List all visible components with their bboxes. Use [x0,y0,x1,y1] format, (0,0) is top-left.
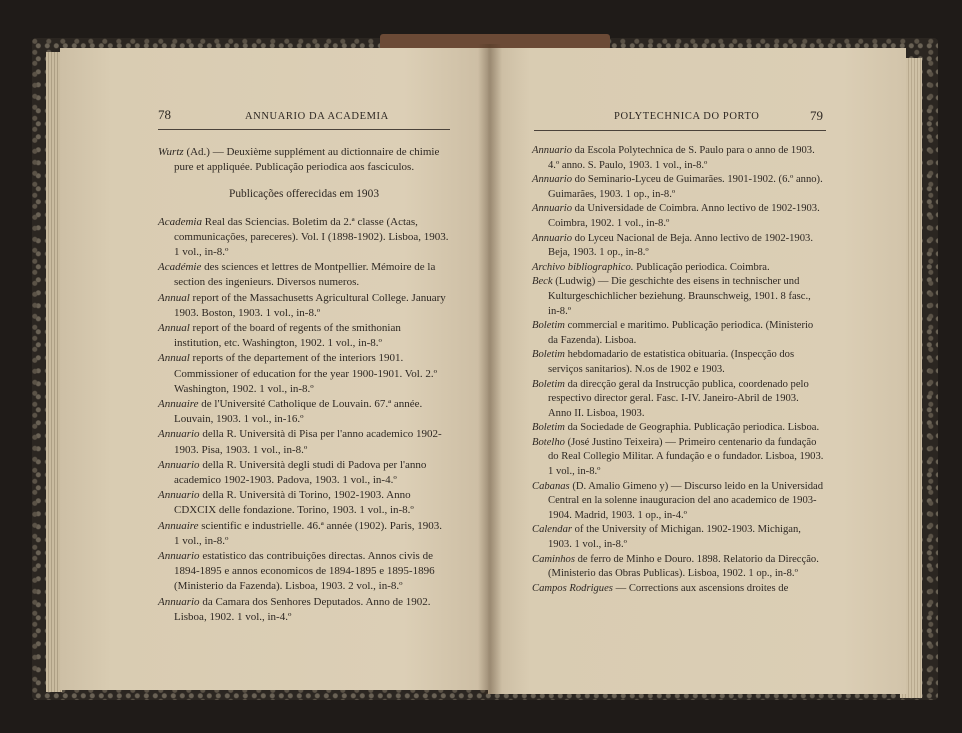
entry-text: reports of the departement of the interiors 1901. Commissioner of education for the year 1900-1901. Vol. 2.º Washington, 1902. 1 vol., in-8.º [174,352,437,395]
entry-text: hebdomadario de estatistica obituaria. (Inspecção dos serviços sanitarios). N.os de 1902 e 1903. [548,349,795,375]
bibliography-entry [158,291,450,321]
right-running-header: POLYTECHNICA DO PORTO [614,111,760,122]
bibliography-entry [158,397,450,427]
bibliography-entry [532,523,824,552]
entry-text: (José Justino Teixeira) — Primeiro centenario da fundação do Real Collegio Militar. A fundação e o fundador. Lisboa, 1903. 1 vol., in-8.º [548,436,824,478]
entry-keyword: Beck [532,276,553,288]
entry-keyword: Boletim [532,320,565,332]
bibliography-entry [158,595,450,625]
bibliography-entry [532,421,824,436]
entry-text: des sciences et lettres de Montpellier. Mémoire de la section des ingenieurs. Diversos numeros. [174,261,436,289]
bibliography-entry [158,488,450,518]
bibliography-entry [532,480,824,524]
entry-keyword: Annual [158,352,190,365]
bibliography-entry [532,173,824,202]
bibliography-entry [532,261,824,276]
entry-keyword: Campos Rodrigues [532,582,613,594]
entry-keyword: Annuario [532,145,573,156]
entry-keyword: Archivo bibliographico. [532,261,634,273]
entry-keyword: Boletim [532,378,565,390]
entry-text: do Lyceu Nacional de Beja. Anno lectivo de 1902-1903. Beja, 1903. 1 op., in-8.º [548,232,813,259]
bibliography-entry [158,351,450,397]
entry-text: de ferro de Minho e Douro. 1898. Relatorio da Direcção. (Ministerio das Obras Publicas). Lisboa, 1902. 1 op., in-8.º [548,553,819,580]
bibliography-entry [158,215,450,261]
section-title: Publicações offerecidas em 1903 [228,188,380,201]
bibliography-entry [158,519,450,549]
entry-text: report of the Massachusetts Agricultural College. January 1903. Boston, 1903. 1 vol., in-8.º [174,291,446,319]
entry-text: da Escola Polytechnica de S. Paulo para o anno de 1903. 4.º anno. S. Paulo, 1903. 1 vol., in-8.º [548,145,815,171]
left-page-number: 78 [158,107,171,122]
entry-keyword: Annuaire [158,398,199,411]
entry-text: report of the board of regents of the smithonian institution, etc. Washington, 1902. 1 vol., in-8.º [174,322,401,350]
bibliography-entry [158,549,450,595]
entry-text: Publicação periodica. Coimbra. [633,261,770,273]
entry-keyword: Cabanas [532,480,570,492]
bibliography-entry [532,202,824,231]
bibliography-entry [158,427,450,457]
entry-text: (D. Amalio Gimeno y) — Discurso leido en la Universidad Central en la solenne inauguracion del ano academico de 1903-1904. Madrid, 1903. 1 op., in-4.º [548,480,824,521]
entry-text: — Corrections aux ascensions droites de [612,582,789,594]
bibliography-entry [532,319,824,348]
bibliography-entry [532,144,824,173]
entry-keyword: Annuaire [158,519,199,532]
entry-text: da direcção geral da Instrucção publica, coordenado pelo respectivo director geral. Fasc. I-IV. Janeiro-Abril de 1903. Anno II. Lisboa, 1903. [548,378,809,419]
entry-text: da Sociedade de Geographia. Publicação periodica. Lisboa. [564,422,820,434]
entry-text: of the University of Michigan. 1902-1903. Michigan, 1903. 1 vol., in-8.º [548,524,801,551]
bibliography-entry [532,232,824,261]
right-entry-list [532,144,824,596]
right-header-rule [534,130,826,131]
entry-keyword: Académie [158,261,202,274]
entry-keyword: Annuario [158,428,200,441]
bibliography-entry [532,582,824,597]
entry-keyword: Annuario [158,595,200,608]
bibliography-entry [532,348,824,377]
bibliography-entry [532,275,824,319]
entry-text: da Universidade de Coimbra. Anno lectivo de 1902-1903. Coimbra, 1902. 1 vol., in-8.º [548,203,820,229]
entry-text: do Seminario-Lyceu de Guimarães. 1901-1902. (6.º anno). Guimarães, 1903. 1 op., in-8.º [548,174,823,200]
entry-keyword: Botelho [532,436,565,448]
top-entry [158,145,450,175]
entry-keyword: Annual [158,291,190,304]
bibliography-entry [532,378,824,422]
entry-keyword: Annuario [532,232,573,244]
entry-keyword: Annuario [532,203,573,215]
entry-text: commercial e maritimo. Publicação periodica. (Ministerio da Fazenda). Lisboa. [548,320,814,346]
entry-text: della R. Università degli studi di Padova per l'anno academico 1902-1903. Padova, 1903. 1 vol., in-4.º [174,458,427,487]
bibliography-entry [532,553,824,582]
entry-keyword: Boletim [532,422,565,434]
entry-text: scientific e industrielle. 46.ª année (1902). Paris, 1903. 1 vol., in-8.º [174,519,442,547]
entry-keyword: Annuario [158,550,200,563]
entry-text: da Camara dos Senhores Deputados. Anno de 1902. Lisboa, 1902. 1 vol., in-4.º [174,595,431,623]
entry-text: della R. Università di Pisa per l'anno academico 1902-1903. Pisa, 1903. 1 vol., in-8.º [174,428,442,456]
entry-text: (Ludwig) — Die geschichte des eisens in technischer und Kulturgeschichlicher beziehung. Braunschweig, 1901. 8 fasc., in-8.º [548,276,811,317]
bibliography-entry [158,260,450,290]
right-page-number: 79 [810,108,823,123]
bibliography-entry [532,436,824,480]
left-page-text [158,145,450,625]
entry-keyword: Annuario [158,458,200,471]
entry-keyword: Annual [158,322,190,335]
right-page-text [532,144,824,596]
entry-text: de l'Université Catholique de Louvain. 67.ª année. Louvain, 1903. 1 vol., in-16.º [174,398,423,426]
entry-keyword: Annuario [532,174,573,186]
bibliography-entry [158,458,450,488]
entry-keyword: Annuario [158,489,200,502]
entry-text: estatistico das contribuições directas. Annos civis de 1894-1895 e annos economicos de 1894-1895 e 1895-1896 (Ministerio da Fazenda). Lisboa, 1903. 2 vol., in-8.º [174,550,435,593]
entry-keyword: Caminhos [532,553,575,565]
book-gutter [478,44,502,694]
left-header-rule [158,129,450,130]
bibliography-entry [158,321,450,351]
entry-keyword: Wurtz [158,146,184,158]
entry-text: della R. Università di Torino, 1902-1903. Anno CDXCIX delle fondazione. Torino, 1903. 1 vol., in-8.º [174,489,414,517]
left-entry-list [158,215,450,625]
entry-text: (Ad.) — Deuxième supplément au dictionnaire de chimie pure et appliquée. Publicação periodica aos fasciculos. [174,146,440,174]
entry-text: Real das Sciencias. Boletim da 2.ª classe (Actas, communicações, pareceres). Vol. I (1898-1902). Lisboa, 1903. 1 vol., in-8.º [174,215,449,259]
entry-keyword: Boletim [532,349,565,361]
left-running-header: ANNUARIO DA ACADEMIA [245,111,389,122]
entry-keyword: Academia [158,215,202,228]
entry-keyword: Calendar [532,524,573,536]
